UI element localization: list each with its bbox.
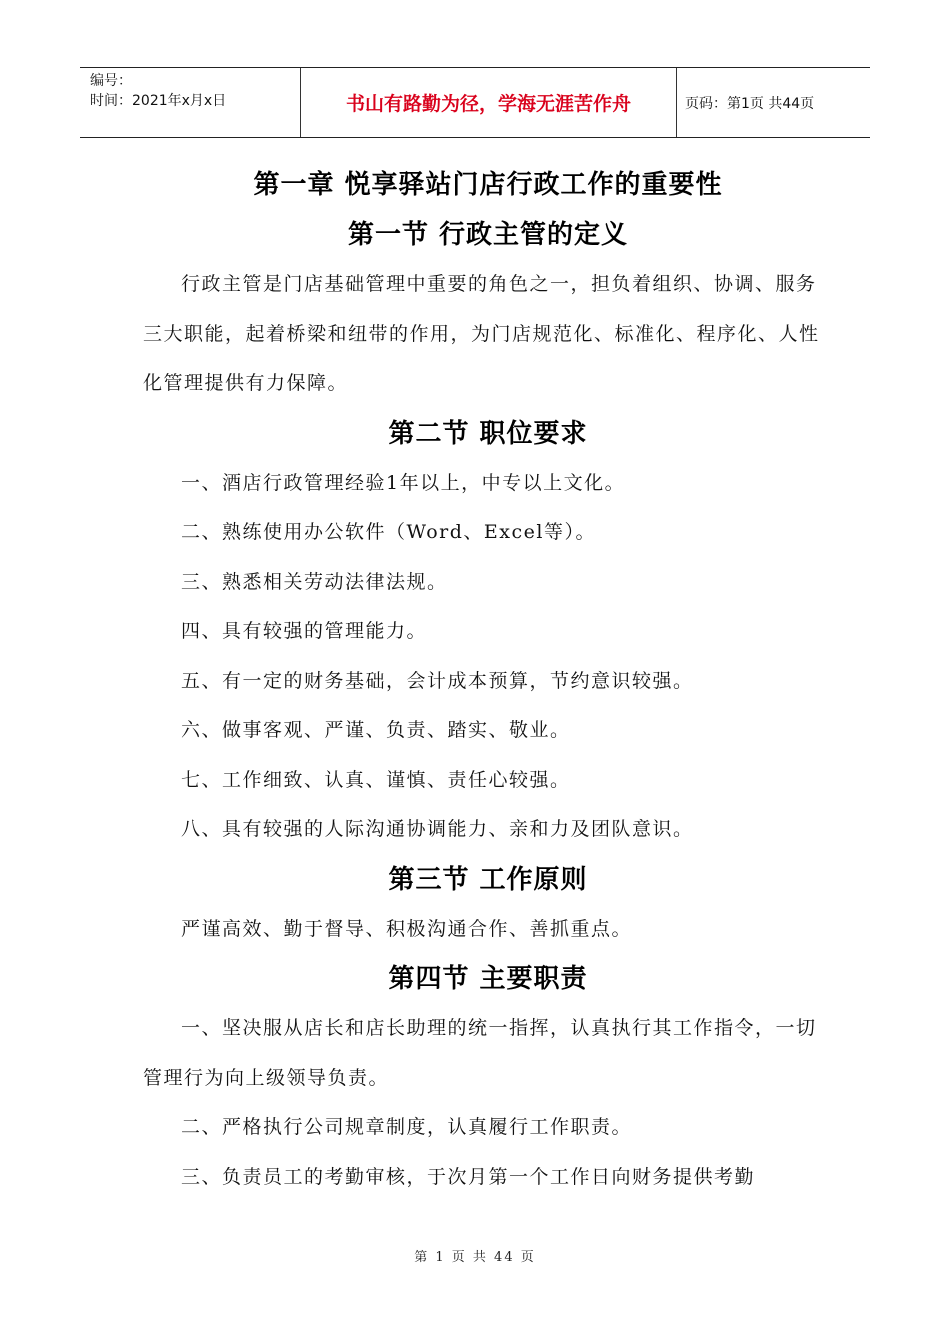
page-footer: 第 1 页 共 44 页 — [414, 1250, 536, 1265]
section-title-3: 第三节 工作原则 — [388, 864, 588, 895]
paragraph: 行政主管是门店基础管理中重要的角色之一，担负着组织、协调、服务三大职能，起着桥梁和纽带的作用，为门店规范化、标准化、程序化、人性化管理提供有力保障。 — [143, 273, 820, 394]
paragraph: 二、严格执行公司规章制度，认真履行工作职责。 — [181, 1116, 633, 1138]
list-item: 八、具有较强的人际沟通协调能力、亲和力及团队意识。 — [181, 818, 694, 840]
number-label: 编号： — [90, 73, 132, 89]
header-meta — [80, 68, 301, 137]
document-body — [143, 160, 833, 1202]
page-header — [80, 67, 870, 138]
list-item: 六、做事客观、严谨、负责、踏实、敬业。 — [181, 719, 571, 741]
date-label: 时间：2021年x月x日 — [90, 93, 227, 109]
list-item: 五、有一定的财务基础，会计成本预算，节约意识较强。 — [181, 669, 694, 692]
section-title-2: 第二节 职位要求 — [388, 418, 588, 449]
paragraph: 一、坚决服从店长和店长助理的统一指挥，认真执行其工作指令，一切管理行为向上级领导负责。 — [143, 1017, 817, 1089]
list-item: 三、熟悉相关劳动法律法规。 — [181, 570, 448, 593]
list-item: 四、具有较强的管理能力。 — [181, 620, 428, 642]
section-title-1: 第一节 行政主管的定义 — [347, 220, 629, 250]
list-item: 二、熟练使用办公软件（Word、Excel等）。 — [181, 521, 596, 543]
header-page-info: 页码：第1页 共44页 — [685, 95, 815, 112]
paragraph: 三、负责员工的考勤审核，于次月第一个工作日向财务提供考勤 — [181, 1165, 756, 1188]
list-item: 七、工作细致、认真、谨慎、责任心较强。 — [181, 768, 571, 791]
list-item: 一、酒店行政管理经验1年以上，中专以上文化。 — [181, 471, 626, 494]
list-item: 严谨高效、勤于督导、积极沟通合作、善抓重点。 — [181, 917, 633, 940]
chapter-title: 第一章 悦享驿站门店行政工作的重要性 — [253, 170, 723, 200]
header-motto: 书山有路勤为径，学海无涯苦作舟 — [301, 68, 677, 137]
section-title-4: 第四节 主要职责 — [388, 964, 588, 994]
